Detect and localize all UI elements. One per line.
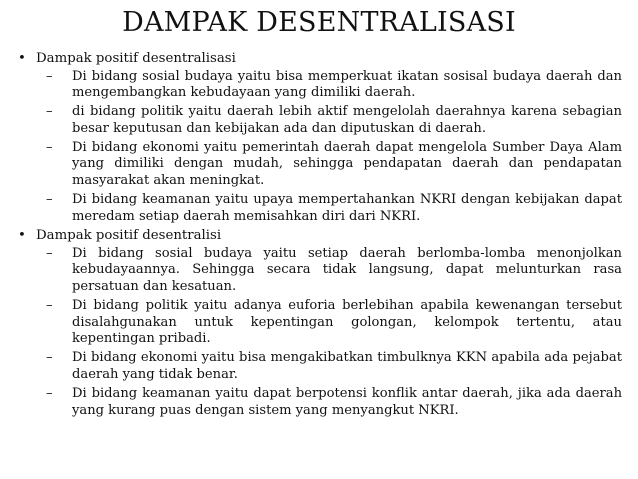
sub-item-text: di bidang politik yaitu daerah lebih aktif mengelolah daerahnya karena sebagian besar keputusan dan kebijakan ada dan diputuskan di daerah. (72, 104, 622, 136)
sub-item (16, 298, 622, 348)
sub-item (16, 69, 622, 102)
sub-item (16, 104, 622, 137)
bullet-icon: • (18, 51, 26, 66)
dash-icon: – (46, 139, 53, 155)
dash-icon: – (46, 68, 53, 84)
bullet-heading-text: Dampak positif desentralisasi (36, 51, 236, 66)
sub-item (16, 192, 622, 225)
dash-icon: – (46, 192, 53, 208)
sub-item-text: Di bidang sosial budaya yaitu setiap daerah berlomba-lomba menonjolkan kebudayaannya. Sehingga secara tidak langsung, dapat melunturkan rasa persatuan dan kesatuan. (72, 245, 622, 295)
bullet-heading (16, 227, 622, 245)
dash-icon: – (46, 298, 53, 314)
sub-item (16, 386, 622, 419)
sub-item-text: Di bidang keamanan yaitu dapat berpotensi konflik antar daerah, jika ada daerah yang kurang puas dengan sistem yang menyangkut NKRI. (72, 386, 622, 418)
dash-icon: – (46, 350, 53, 366)
section-second-impact (16, 227, 622, 419)
bullet-icon: • (18, 228, 26, 244)
dash-icon: – (46, 386, 53, 402)
sub-item-text: Di bidang keamanan yaitu upaya mempertahankan NKRI dengan kebijakan dapat meredam setiap daerah memisahkan diri dari NKRI. (72, 192, 622, 224)
dash-icon: – (46, 245, 53, 261)
bullet-heading-text: Dampak positif desentralisi (36, 228, 222, 244)
sub-item-text: Di bidang sosial budaya yaitu bisa memperkuat ikatan sosisal budaya daerah dan mengembangkan kebudayaan yang dimiliki daerah. (72, 68, 622, 101)
sub-item-text: Di bidang politik yaitu adanya euforia berlebihan apabila kewenangan tersebut disalahgunakan untuk kepentingan golongan, kelompok tertentu, atau kepentingan pribadi. (72, 298, 622, 347)
sub-item (16, 140, 622, 190)
slide-title: DAMPAK DESENTRALISASI (122, 7, 516, 38)
dash-icon: – (46, 104, 53, 120)
sub-item-text: Di bidang ekonomi yaitu pemerintah daerah dapat mengelola Sumber Daya Alam yang dimiliki dengan mudah, sehingga pendapatan daerah dan pendapatan masyarakat akan meningkat. (72, 139, 622, 189)
bullet-heading (16, 50, 622, 68)
sub-item (16, 350, 622, 383)
sub-item-text: Di bidang ekonomi yaitu bisa mengakibatkan timbulknya KKN apabila ada pejabat daerah yang tidak benar. (72, 350, 622, 382)
section-positive-impact (16, 50, 622, 225)
sub-item (16, 246, 622, 296)
slide-content (16, 50, 622, 419)
